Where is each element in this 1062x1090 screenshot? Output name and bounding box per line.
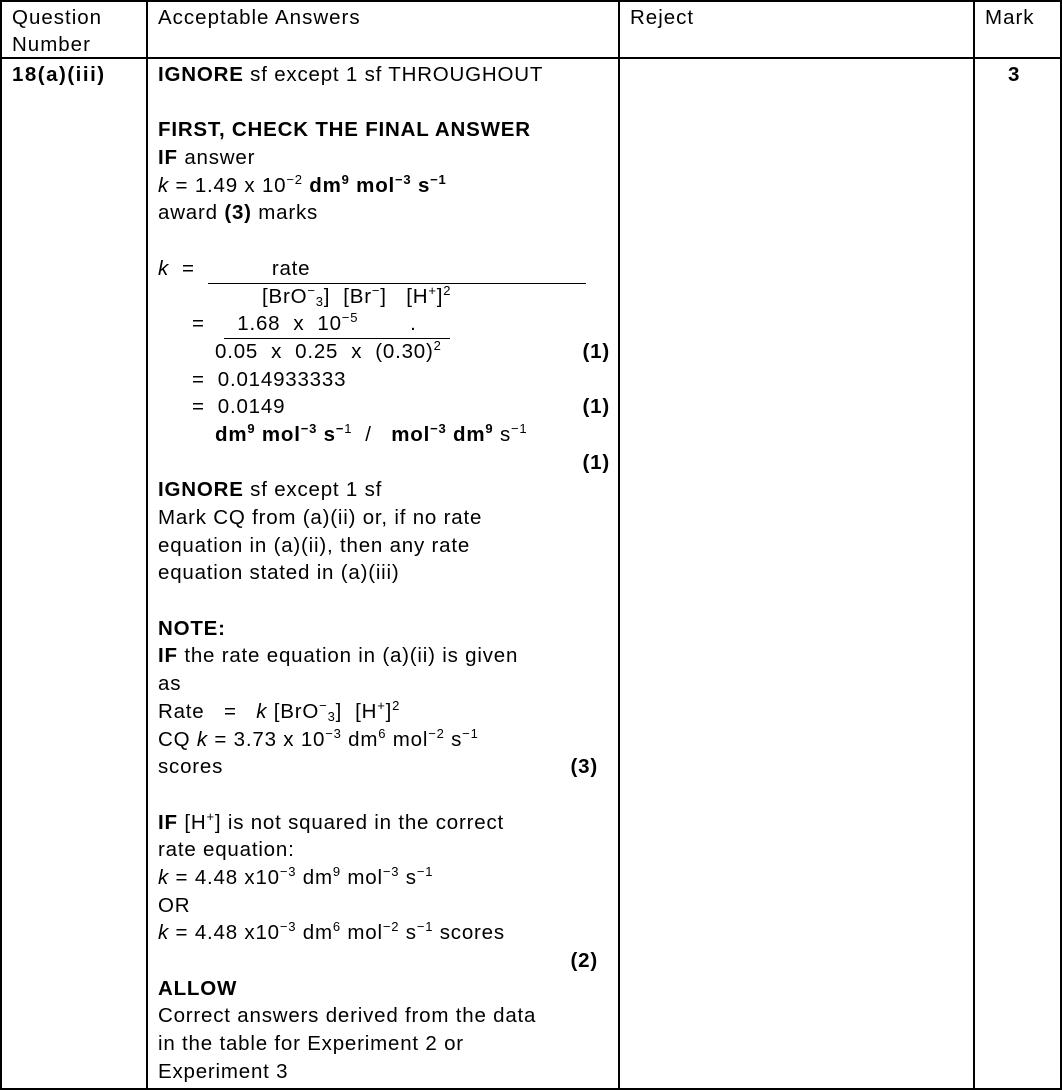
scores2-mark: (2) bbox=[570, 949, 598, 972]
allow-line-2: in the table for Experiment 2 or bbox=[158, 1032, 464, 1056]
if2-line: IF [H+] is not squared in the correct bbox=[158, 808, 505, 834]
if-answer-line: IF answer bbox=[158, 146, 256, 170]
note-as-line: as bbox=[158, 672, 182, 696]
note-if-line: IF the rate equation in (a)(ii) is given bbox=[158, 644, 519, 668]
question-number-cell: 18(a)(iii) bbox=[12, 63, 106, 86]
or-line: OR bbox=[158, 893, 191, 917]
step-value-1: = 0.014933333 bbox=[192, 367, 347, 391]
k-rate-expression: k = rate bbox=[158, 255, 610, 283]
first-check-line: FIRST, CHECK THE FINAL ANSWER bbox=[158, 118, 531, 142]
alt-rate-equation: Rate = k [BrO−$_3$] $[H^+]^2$ bbox=[158, 697, 401, 724]
award-line: award (3) marks bbox=[158, 201, 319, 225]
ignore-line-2: IGNORE sf except 1 sf bbox=[158, 478, 383, 502]
units-mark: (1) bbox=[582, 450, 610, 474]
numeric-numerator: = 1.68 x $10^{-5}$ . bbox=[158, 310, 610, 338]
if2-line-2: rate equation: bbox=[158, 838, 295, 862]
ignore-line: IGNORE sf except 1 sf THROUGHOUT bbox=[158, 63, 544, 86]
column-divider-1 bbox=[146, 0, 148, 1090]
header-bottom-border bbox=[0, 57, 1062, 59]
header-acceptable-answers: Acceptable Answers bbox=[158, 6, 361, 29]
column-divider-2 bbox=[618, 0, 620, 1090]
scores-line: scores (3) bbox=[158, 755, 598, 779]
allow-line-1: Correct answers derived from the data bbox=[158, 1004, 537, 1028]
header-reject: Reject bbox=[630, 6, 695, 29]
final-k-line: k = 1.49 x $10^{-2}$ $dm^9$ mol$^{-3}$ $s^{-1}$ bbox=[158, 171, 447, 197]
cq-line-1: Mark CQ from (a)(ii) or, if no rate bbox=[158, 506, 483, 529]
column-divider-3 bbox=[973, 0, 975, 1090]
note-label: NOTE: bbox=[158, 616, 226, 640]
k-alt-1: k = 4.48 $x10^{-3}$ $dm^9$ mol$^{-3}$ $s^{-1}$ bbox=[158, 863, 434, 889]
units-line: $dm^9$ mol$^{-3}$ $s^{-1} / mol^{-3}$ $dm^9$ $s^{-1}$ bbox=[215, 420, 528, 446]
table-top-border bbox=[0, 0, 1062, 2]
allow-label: ALLOW bbox=[158, 976, 238, 1000]
numeric-denominator: 0.05 x 0.25 x $(0.30)^2$ (1) bbox=[215, 337, 610, 363]
step-value-2: = 0.0149 (1) bbox=[192, 395, 610, 419]
header-mark: Mark bbox=[985, 6, 1035, 29]
rate-denominator: [BrO−$_3$] [Br−] $[H^+]^2$ bbox=[262, 282, 452, 309]
acceptable-answers-cell bbox=[158, 61, 610, 1085]
header-question-number: Question Number bbox=[12, 6, 103, 56]
k-alt-2: k = 4.48 $x10^{-3}$ $dm^6$ mol$^{-2}$ $s^{-1}$ scores bbox=[158, 919, 505, 945]
table-left-border bbox=[0, 0, 2, 1090]
mark-cell: 3 bbox=[1008, 63, 1020, 86]
allow-line-3: Experiment 3 bbox=[158, 1059, 289, 1083]
cq-line-3: equation stated in (a)(iii) bbox=[158, 561, 400, 585]
cq-line-2: equation in (a)(ii), then any rate bbox=[158, 533, 471, 557]
cq-k-value: CQ k = 3.73 x $10^{-3}$ $dm^6$ mol$^{-2}$ $s^{-1}$ bbox=[158, 725, 479, 751]
